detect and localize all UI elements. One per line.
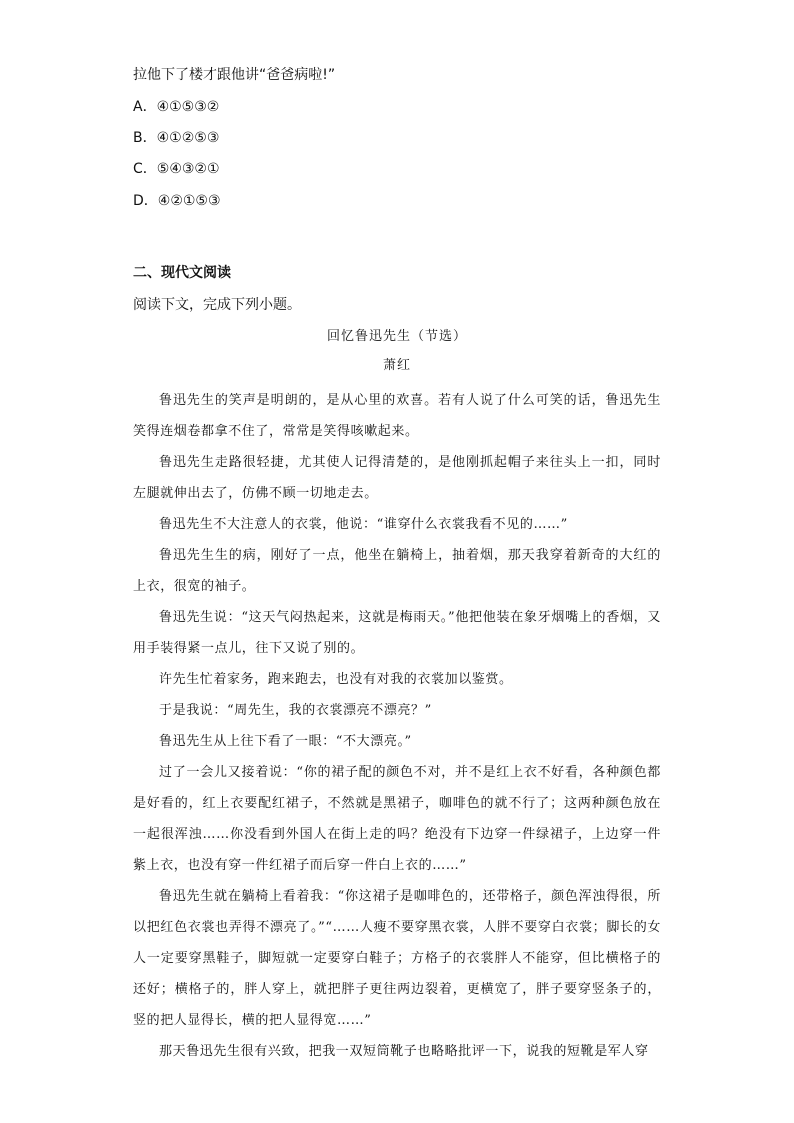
article-paragraph: 过了一会儿又接着说：“你的裙子配的颜色不对，并不是红上衣不好看，各种颜色都是好看的，红上衣要配红裙子，不然就是黑裙子，咖啡色的就不行了；这两种颜色放在一起很浑浊……你没看到外国人在街上走的吗？绝没有下边穿一件绿裙子，上边穿一件紫上衣，也没有穿一件红裙子而后穿一件白上衣的……” (133, 765, 661, 873)
article-paragraph: 鲁迅先生不大注意人的衣裳，他说：“谁穿什么衣裳我看不见的……” (159, 517, 568, 532)
article-body (133, 385, 661, 1067)
article-paragraph: 鲁迅先生说：“这天气闷热起来，这就是梅雨天。”他把他装在象牙烟嘴上的香烟，又用手装得紧一点儿，往下又说了别的。 (133, 610, 661, 656)
article-paragraph: 鲁迅先生就在躺椅上看着我：“你这裙子是咖啡色的，还带格子，颜色浑浊得很，所以把红色衣裳也弄得不漂亮了。”“……人瘦不要穿黑衣裳，人胖不要穿白衣裳；脚长的女人一定要穿黑鞋子，脚短就一定要穿白鞋子；方格子的衣裳胖人不能穿，但比横格子的还好；横格子的，胖人穿上，就把胖子更往两边裂着，更横宽了，胖子要穿竖条子的，竖的把人显得长，横的把人显得宽……” (133, 889, 661, 1028)
article-paragraph: 鲁迅先生走路很轻捷，尤其使人记得清楚的，是他刚抓起帽子来往头上一扣，同时左腿就伸出去了，仿佛不顾一切地走去。 (133, 455, 661, 501)
option-b (133, 128, 219, 148)
option-text: ④②①⑤③ (157, 193, 221, 209)
option-text: ④①⑤③② (156, 99, 220, 115)
option-d (133, 191, 221, 211)
option-text: ⑤④③②① (156, 161, 220, 177)
option-letter: C． (133, 161, 157, 177)
article-title: 回忆鲁迅先生（节选） (326, 329, 467, 344)
article-paragraph: 于是我说：“周先生，我的衣裳漂亮不漂亮？” (159, 703, 432, 718)
article-paragraph: 鲁迅先生的笑声是明朗的，是从心里的欢喜。若有人说了什么可笑的话，鲁迅先生笑得连烟卷都拿不住了，常常是笑得咳嗽起来。 (133, 393, 661, 439)
article-paragraph: 那天鲁迅先生很有兴致，把我一双短筒靴子也略略批评一下，说我的短靴是军人穿 (159, 1044, 649, 1059)
option-a (133, 97, 219, 117)
section-instruction: 阅读下文，完成下列小题。 (133, 297, 301, 313)
option-c (133, 159, 220, 179)
option-text: ④①②⑤③ (156, 130, 220, 146)
option-letter: D． (133, 193, 158, 209)
article-paragraph: 鲁迅先生生的病，刚好了一点，他坐在躺椅上，抽着烟，那天我穿着新奇的大红的上衣，很宽的袖子。 (133, 548, 661, 594)
question-tail-text: 拉他下了楼才跟他讲“爸爸病啦!” (133, 67, 336, 83)
article-author: 萧红 (382, 358, 411, 373)
article-paragraph: 许先生忙着家务，跑来跑去，也没有对我的衣裳加以鉴赏。 (159, 672, 513, 687)
section-title: 二、现代文阅读 (133, 265, 231, 281)
option-letter: A． (133, 99, 157, 115)
article-paragraph: 鲁迅先生从上往下看了一眼：“不大漂亮。” (159, 734, 412, 749)
option-letter: B． (133, 130, 157, 146)
